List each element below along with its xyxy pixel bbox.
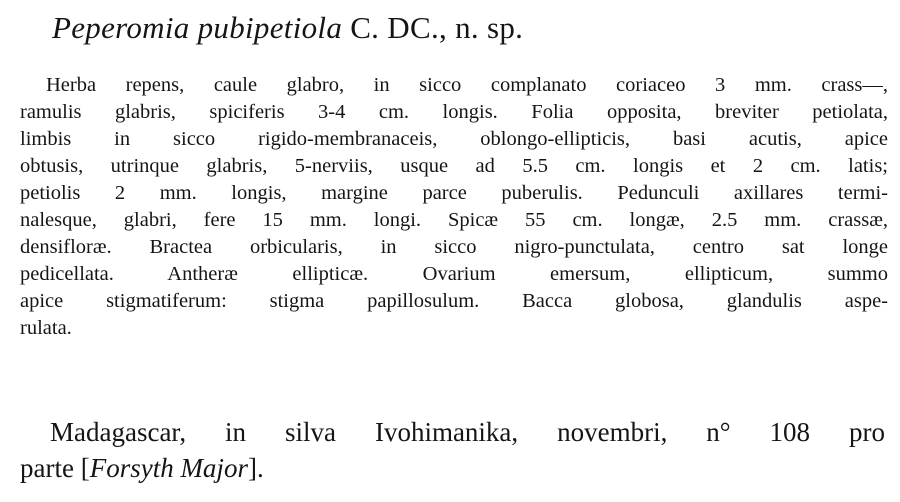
description-line: pedicellata. Antheræ ellipticæ. Ovarium emersum, ellipticum, summo [20,263,888,285]
description-line: obtusis, utrinque glabris, 5-nerviis, usque ad 5.5 cm. longis et 2 cm. latis; [20,155,888,177]
description-line: petiolis 2 mm. longis, margine parce puberulis. Pedunculi axillares termi- [20,182,888,204]
locality-suffix: ]. [247,453,264,483]
description-line: densifloræ. Bractea orbicularis, in sicco nigro-punctulata, centro sat longe [20,236,888,258]
species-title [52,8,523,48]
locality-prefix: parte [ [20,453,90,483]
description-line: limbis in sicco rigido-membranaceis, oblongo-ellipticis, basi acutis, apice [20,128,888,150]
species-description [20,72,888,342]
species-name: Peperomia pubipetiola [52,10,343,45]
description-line: rulata. [20,317,72,339]
locality-citation [20,414,885,486]
species-author: C. DC., n. sp. [350,10,524,45]
description-line: apice stigmatiferum: stigma papillosulum. Bacca globosa, glandulis aspe- [20,290,888,312]
description-line: nalesque, glabri, fere 15 mm. longi. Spicæ 55 cm. longæ, 2.5 mm. crassæ, [20,209,888,231]
locality-line [20,450,885,486]
description-line: Herba repens, caule glabro, in sicco complanato coriaceo 3 mm. crass—, [46,74,888,96]
collector-name: Forsyth Major [89,453,248,483]
locality-line: Madagascar, in silva Ivohimanika, novembri, n° 108 pro [50,417,885,447]
description-line: ramulis glabris, spiciferis 3-4 cm. longis. Folia opposita, breviter petiolata, [20,101,888,123]
